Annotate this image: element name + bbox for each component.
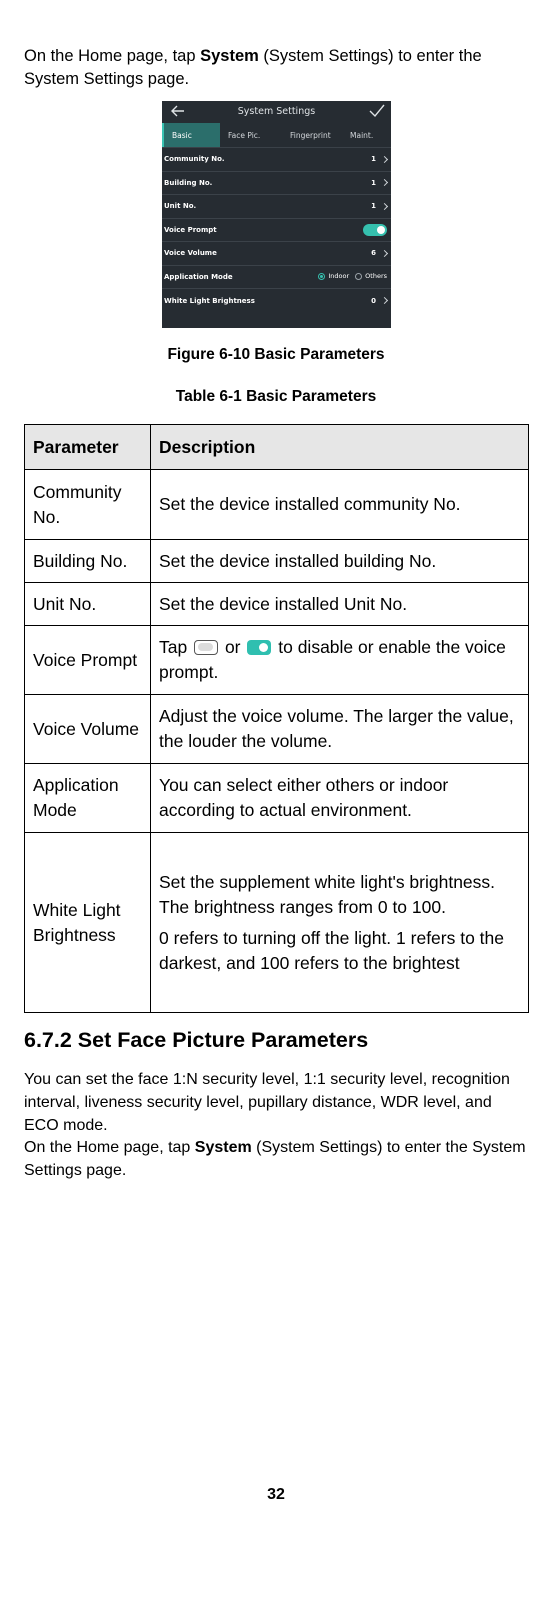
chevron-right-icon [381,156,388,163]
table-row [25,764,529,833]
tab-maint: Maint. [350,130,374,140]
table-row [25,833,529,1013]
desc-paragraph: 0 refers to turning off the light. 1 refers to the darkest, and 100 refers to the brightest [159,927,505,973]
chevron-right-icon [381,297,388,304]
desc-cell: Set the device installed Unit No. [151,583,529,626]
phone-title: System Settings [237,106,316,117]
header-description: Description [151,425,529,470]
basic-parameters-table [24,424,529,1013]
param-cell: Application Mode [25,764,151,833]
table-row [25,695,529,764]
row-label: Community No. [164,155,225,164]
desc-paragraph: Set the supplement white light's brightness. The brightness ranges from 0 to 100. [159,871,496,917]
section-paragraph: You can set the face 1:N security level, 1:1 security level, recognition interval, liveness security level, pupillary distance, WDR level, and ECO mode. [24,1071,510,1134]
row-value: 1 [371,202,376,211]
row-label: White Light Brightness [164,296,255,305]
check-icon [369,104,385,118]
para2-post: (System Settings) to enter the System Settings page. [24,1139,526,1179]
row-label: Unit No. [164,202,197,211]
row-voice-volume [162,242,391,266]
row-building-no [162,172,391,196]
row-label: Voice Prompt [164,225,217,234]
intro-system-bold: System [200,47,259,65]
row-unit-no [162,195,391,219]
chevron-right-icon [381,250,388,257]
toggle-off-icon [194,640,218,655]
page-number: 32 [267,1486,285,1503]
row-community-no [162,148,391,172]
desc-cell: Set the device installed community No. [151,470,529,540]
section-paragraph-2 [24,1136,528,1182]
desc-cell [151,833,529,1013]
desc-cell: You can select either others or indoor according to actual environment. [151,764,529,833]
table-header-row [25,425,529,470]
tab-basic: Basic [162,123,220,147]
header-parameter: Parameter [25,425,151,470]
param-cell: Community No. [25,470,151,540]
row-label: Application Mode [164,272,233,281]
param-cell: Voice Volume [25,695,151,764]
row-label: Voice Volume [164,249,217,258]
param-cell: Building No. [25,540,151,583]
intro-paragraph [24,45,524,91]
row-label: Building No. [164,178,213,187]
desc-cell: Set the device installed building No. [151,540,529,583]
desc-post: to disable or enable the voice prompt. [159,637,506,682]
table-row [25,540,529,583]
row-value: 1 [371,155,376,164]
toggle-on-icon [247,640,271,655]
system-settings-screenshot [162,101,391,328]
param-cell: White Light Brightness [25,833,151,1013]
option-others: Others [365,272,387,280]
row-voice-prompt [162,219,391,243]
desc-cell [151,626,529,695]
table-row [25,583,529,626]
para2-system-bold: System [194,1139,252,1156]
row-value: 6 [371,249,376,258]
row-value: 1 [371,178,376,187]
figure-caption: Figure 6-10 Basic Parameters [167,346,385,363]
row-value: 0 [371,296,376,305]
radio-selected-icon [318,273,325,280]
para2-pre: On the Home page, tap [24,1139,195,1156]
table-row [25,626,529,695]
option-indoor: Indoor [328,272,350,280]
param-cell: Unit No. [25,583,151,626]
desc-cell: Adjust the voice volume. The larger the value, the louder the volume. [151,695,529,764]
section-heading: 6.7.2 Set Face Picture Parameters [24,1028,369,1052]
tab-fingerprint: Fingerprint [290,130,331,140]
param-cell: Voice Prompt [25,626,151,695]
intro-text-post: (System Settings) to enter the System Settings page. [24,47,482,88]
row-white-light-brightness [162,289,391,313]
voice-prompt-toggle-icon [363,224,387,236]
chevron-right-icon [381,203,388,210]
radio-unselected-icon [355,273,362,280]
desc-mid: or [220,637,246,657]
chevron-right-icon [381,179,388,186]
table-caption: Table 6-1 Basic Parameters [175,388,377,405]
row-application-mode [162,266,391,290]
table-row [25,470,529,540]
intro-text-pre: On the Home page, tap [24,47,201,65]
tab-face-pic: Face Pic. [228,130,261,140]
desc-pre: Tap [159,637,193,657]
